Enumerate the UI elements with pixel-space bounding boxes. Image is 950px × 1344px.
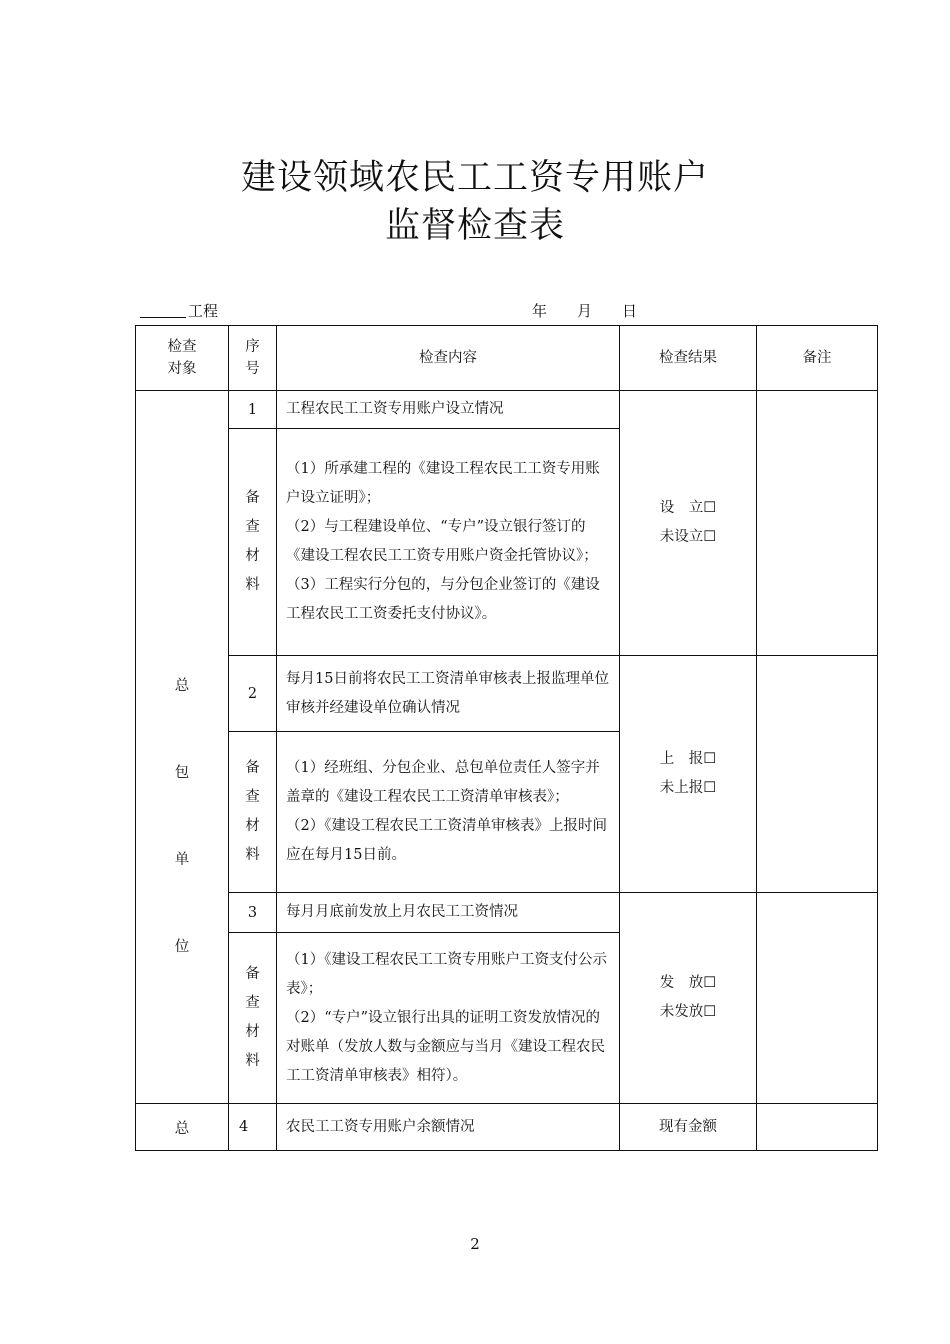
seq-cell: 1	[229, 391, 277, 429]
item-title: 每月月底前发放上月农民工工资情况	[277, 893, 620, 933]
project-name-field	[140, 300, 218, 321]
material-item: （2）《建设工程农民工工资清单审核表》上报时间应在每月15日前。	[286, 818, 607, 863]
header-result: 检查结果	[620, 326, 757, 391]
item-title: 每月15日前将农民工工资清单审核表上报监理单位审核并经建设单位确认情况	[277, 656, 620, 732]
item-title: 工程农民工工资专用账户设立情况	[277, 391, 620, 429]
page-number: 2	[470, 1235, 480, 1253]
object-last: 总	[136, 1104, 229, 1151]
table-row	[136, 391, 878, 429]
seq-cell: 2	[229, 656, 277, 732]
result-option-no: 未设立☐	[659, 529, 717, 545]
result-cell	[620, 893, 757, 1104]
result-option-no: 未上报☐	[659, 780, 717, 796]
result-cell	[620, 391, 757, 656]
material-item: （2）“专户”设立银行出具的证明工资发放情况的对账单（发放人数与金额应与当月《建设工程农民工工资清单审核表》相符）。	[286, 1009, 605, 1084]
remark-cell	[757, 656, 878, 893]
material-item: （1）《建设工程农民工工资专用账户工资支付公示表》；	[286, 951, 607, 997]
date-year-label: 年	[532, 302, 548, 320]
item-title: 农民工工资专用账户余额情况	[277, 1104, 620, 1151]
date-month-label: 月	[577, 302, 593, 320]
date-day-label: 日	[622, 302, 638, 320]
inspection-table	[135, 325, 878, 1151]
header-object: 检查 对象	[136, 326, 229, 391]
material-item: （1）所承建工程的《建设工程农民工工资专用账户设立证明》；	[286, 461, 600, 506]
table-header-row	[136, 326, 878, 391]
result-cell: 现有金额	[620, 1104, 757, 1151]
result-cell	[620, 656, 757, 893]
material-item: （1）经班组、分包企业、总包单位责任人签字并盖章的《建设工程农民工工资清单审核表》；	[286, 760, 600, 805]
result-option-yes: 上 报☐	[659, 751, 717, 767]
table-row	[136, 1104, 878, 1151]
result-option-yes: 设 立☐	[659, 500, 717, 516]
seq-cell: 4	[229, 1104, 277, 1151]
document-title: 建设领域农民工工资专用账户	[240, 158, 709, 198]
project-name-blank	[140, 303, 186, 318]
material-list	[277, 429, 620, 656]
table-row	[136, 656, 878, 732]
result-option-yes: 发 放☐	[659, 975, 717, 991]
material-label: 备 查 材 料	[229, 933, 277, 1104]
material-list	[277, 933, 620, 1104]
header-seq: 序 号	[229, 326, 277, 391]
document-subtitle: 监督检查表	[384, 206, 565, 246]
object-general-contractor: 总 包 单 位	[136, 391, 229, 1104]
project-label: 工程	[188, 302, 219, 320]
material-list	[277, 732, 620, 893]
remark-cell	[757, 391, 878, 656]
material-label: 备 查 材 料	[229, 732, 277, 893]
header-content: 检查内容	[277, 326, 620, 391]
table-row	[136, 893, 878, 933]
remark-cell	[757, 1104, 878, 1151]
remark-cell	[757, 893, 878, 1104]
material-item: （3）工程实行分包的，与分包企业签订的《建设工程农民工工资委托支付协议》。	[286, 577, 600, 622]
seq-cell: 3	[229, 893, 277, 933]
material-label: 备 查 材 料	[229, 429, 277, 656]
header-remark: 备注	[757, 326, 878, 391]
date-field	[532, 300, 637, 321]
result-option-no: 未发放☐	[659, 1004, 717, 1020]
material-item: （2）与工程建设单位、“专户”设立银行签订的《建设工程农民工工资专用账户资金托管协议》；	[286, 519, 598, 564]
